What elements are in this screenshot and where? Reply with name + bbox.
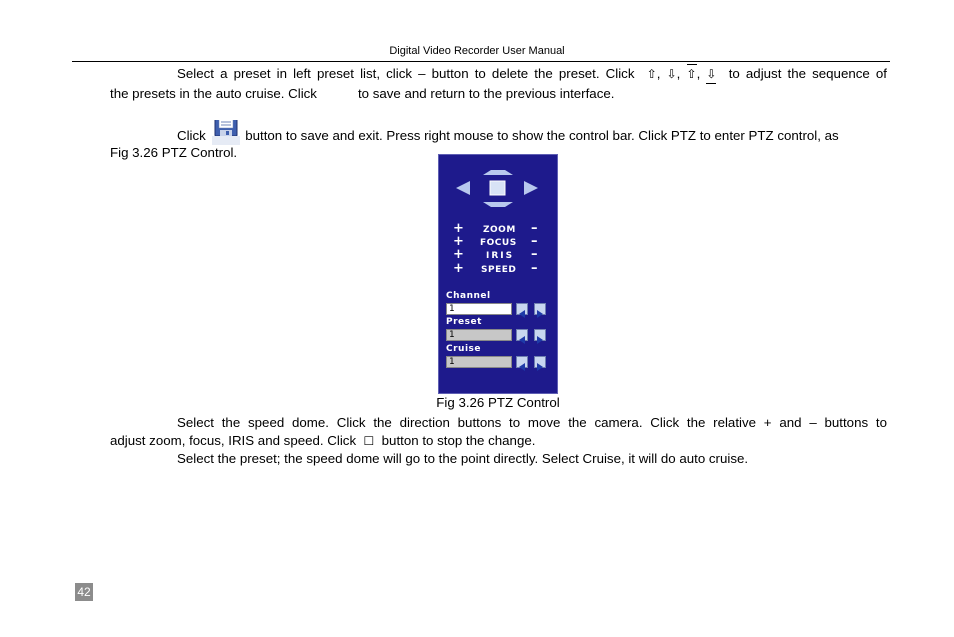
move-bottom-arrow-icon: ⇩ bbox=[706, 65, 716, 84]
paragraph-preset-sequence bbox=[110, 64, 887, 103]
figure-caption: Fig 3.26 PTZ Control bbox=[436, 395, 560, 410]
channel-next-button[interactable] bbox=[534, 303, 546, 315]
right-arrow-icon bbox=[535, 335, 545, 345]
cruise-next-button[interactable] bbox=[534, 356, 546, 368]
para2-text-a: Click bbox=[177, 128, 206, 143]
channel-label: Channel bbox=[446, 291, 491, 301]
para1-text-c: the presets in the auto cruise. Click bbox=[110, 86, 317, 101]
move-down-arrow-icon: ⇩ bbox=[666, 67, 677, 81]
left-arrow-icon bbox=[517, 362, 527, 372]
iris-label: IRIS bbox=[486, 251, 515, 261]
move-top-arrow-icon: ⇧ bbox=[687, 64, 697, 83]
cruise-prev-button[interactable] bbox=[516, 356, 528, 368]
speed-label: SPEED bbox=[481, 265, 517, 275]
channel-field[interactable]: 1 bbox=[446, 303, 512, 315]
save-icon bbox=[212, 120, 240, 146]
preset-next-button[interactable] bbox=[534, 329, 546, 341]
ptz-direction-pad bbox=[439, 165, 557, 225]
focus-minus-button[interactable]: – bbox=[531, 234, 538, 249]
paragraph-line-2 bbox=[110, 85, 887, 103]
preset-prev-button[interactable] bbox=[516, 329, 528, 341]
stop-checkbox-icon: ☐ bbox=[363, 434, 375, 448]
para1-text-b: to adjust the sequence of bbox=[728, 66, 887, 81]
left-arrow-icon bbox=[517, 335, 527, 345]
header-rule bbox=[72, 61, 890, 62]
para4-text: Select the preset; the speed dome will go to the point directly. Select Cruise, it will do auto cruise. bbox=[177, 451, 749, 466]
para2-text-b: button to save and exit. Press right mouse to show the control bar. Click PTZ to enter PTZ control, as bbox=[245, 128, 839, 143]
zoom-plus-button[interactable]: + bbox=[453, 221, 464, 236]
zoom-label: ZOOM bbox=[483, 225, 516, 235]
paragraph-line-6 bbox=[110, 432, 887, 450]
para1-text-a: Select a preset in left preset list, click – button to delete the preset. Click bbox=[177, 66, 635, 81]
speed-minus-button[interactable]: – bbox=[531, 261, 538, 276]
focus-plus-button[interactable]: + bbox=[453, 234, 464, 249]
right-arrow-icon bbox=[535, 362, 545, 372]
stop-square-icon[interactable] bbox=[490, 181, 505, 195]
paragraph-line-5 bbox=[110, 414, 887, 432]
left-arrow-icon bbox=[517, 309, 527, 319]
zoom-minus-button[interactable]: – bbox=[531, 221, 538, 236]
paragraph-preset-cruise bbox=[110, 450, 887, 468]
para3-text-a: Select the speed dome. Click the direction buttons to move the camera. Click the relative + and – buttons to bbox=[177, 415, 887, 430]
paragraph-line-1 bbox=[110, 64, 887, 84]
para2-text-c: Fig 3.26 PTZ Control. bbox=[110, 145, 238, 160]
focus-label: FOCUS bbox=[480, 238, 517, 248]
move-up-arrow-icon: ⇧ bbox=[646, 67, 657, 81]
speed-plus-button[interactable]: + bbox=[453, 261, 464, 276]
separator: , bbox=[676, 66, 681, 81]
right-arrow-icon bbox=[535, 309, 545, 319]
pan-right-arrow-icon[interactable] bbox=[524, 181, 538, 195]
tilt-down-arrow-icon[interactable] bbox=[483, 202, 513, 207]
cruise-label: Cruise bbox=[446, 344, 481, 354]
channel-prev-button[interactable] bbox=[516, 303, 528, 315]
page-number: 42 bbox=[75, 583, 93, 601]
paragraph-speed-dome bbox=[110, 414, 887, 450]
separator: , bbox=[656, 66, 661, 81]
cruise-field[interactable]: 1 bbox=[446, 356, 512, 368]
para3-text-b: adjust zoom, focus, IRIS and speed. Click bbox=[110, 433, 357, 448]
page-header: Digital Video Recorder User Manual bbox=[389, 45, 565, 57]
preset-label: Preset bbox=[446, 317, 482, 327]
iris-minus-button[interactable]: – bbox=[531, 247, 538, 262]
para3-text-c: button to stop the change. bbox=[381, 433, 536, 448]
preset-field[interactable]: 1 bbox=[446, 329, 512, 341]
pan-left-arrow-icon[interactable] bbox=[456, 181, 470, 195]
para1-text-d: to save and return to the previous interface. bbox=[357, 86, 615, 101]
paragraph-line-3 bbox=[110, 120, 887, 146]
iris-plus-button[interactable]: + bbox=[453, 247, 464, 262]
separator: , bbox=[696, 66, 701, 81]
ptz-control-panel bbox=[438, 154, 558, 394]
tilt-up-arrow-icon[interactable] bbox=[483, 170, 513, 175]
